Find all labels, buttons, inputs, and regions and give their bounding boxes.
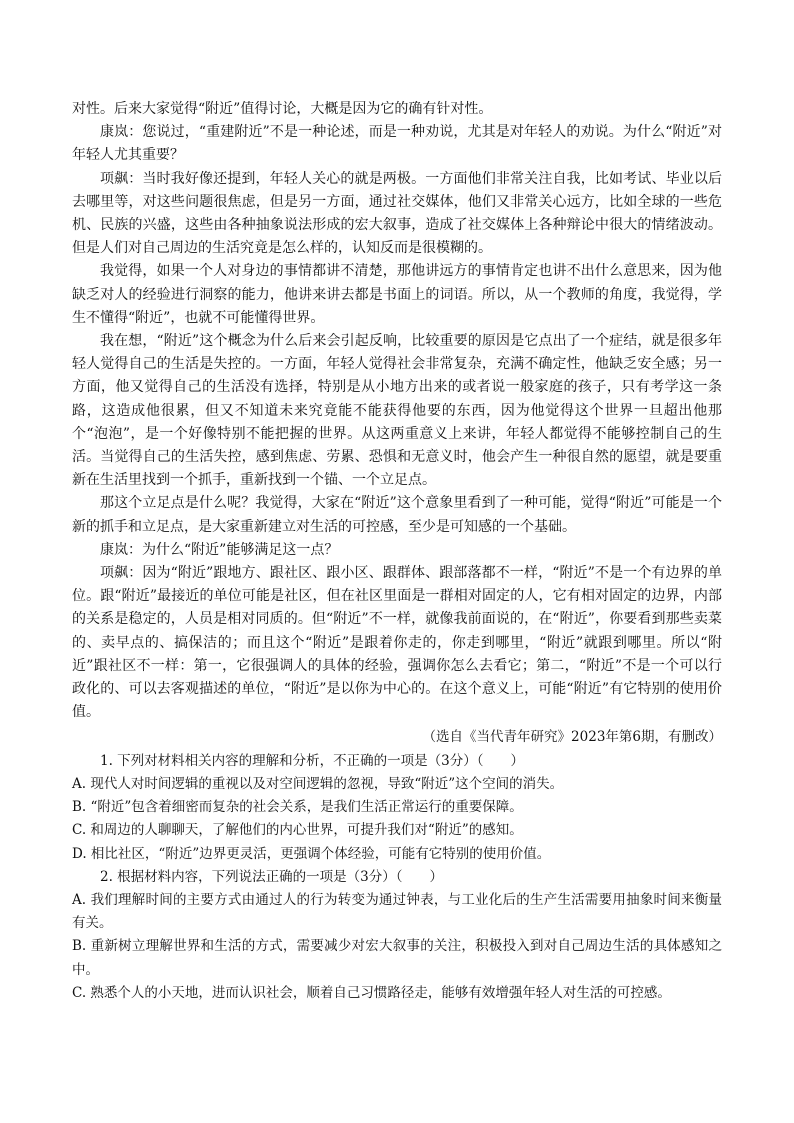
question-1 [72, 750, 722, 866]
option-a: A. 现代人对时间逻辑的重视以及对空间逻辑的忽视，导致“附近”这个空间的消失。 [72, 775, 564, 792]
option-b: B. 重新树立理解世界和生活的方式，需要减少对宏大叙事的关注，积极投入到对自己周边生活的具体感知之中。 [72, 938, 722, 978]
paragraph: 我在想，“附近”这个概念为什么后来会引起反响，比较重要的原因是它点出了一个症结，就是很多年轻人觉得自己的生活是失控的。一方面，年轻人觉得社会非常复杂，充满不确定性，他缺乏安全感；另一方面，他又觉得自己的生活没有选择，特别是从小地方出来的或者说一般家庭的孩子，只有考学这一条路，这造成他很累，但又不知道未来究竟能不能获得他要的东西，因为他觉得这个世界一旦超出他那个“泡泡”，是一个好像特别不能把握的世界。从这两重意义上来讲，年轻人都觉得不能够控制自己的生活。当觉得自己的生活失控，感到焦虑、劳累、恐惧和无意义时，他会产生一种很自然的愿望，就是要重新在生活里找到一个抓手，重新找到一个锚、一个立足点。 [72, 333, 722, 489]
question-stem: 2. 根据材料内容，下列说法正确的一项是（3分）（ ） [100, 868, 444, 885]
option-c: C. 熟悉个人的小天地，进而认识社会，顺着自己习惯路径走，能够有效增强年轻人对生活的可控感。 [72, 984, 671, 1001]
paragraph: 康岚：您说过，“重建附近”不是一种论述，而是一种劝说，尤其是对年轻人的劝说。为什么“附近”对年轻人尤其重要？ [72, 124, 722, 164]
paragraph: 对性。后来大家觉得“附近”值得讨论，大概是因为它的确有针对性。 [72, 101, 493, 117]
paragraph: 我觉得，如果一个人对身边的事情都讲不清楚，那他讲远方的事情肯定也讲不出什么意思来，因为他缺乏对人的经验进行洞察的能力，他讲来讲去都是书面上的词语。所以，从一个教师的角度，我觉得，学生不懂得“附近”，也就不可能懂得世界。 [72, 263, 722, 326]
document-page [72, 98, 722, 1005]
question-2 [72, 866, 722, 1005]
paragraph: 那这个立足点是什么呢？我觉得，大家在“附近”这个意象里看到了一种可能，觉得“附近”可能是一个新的抓手和立足点，是大家重新建立对生活的可控感，至少是可知感的一个基础。 [72, 495, 722, 535]
paragraph: 康岚：为什么“附近”能够满足这一点？ [100, 541, 339, 558]
source-citation: （选自《当代青年研究》2023年第6期，有删改） [422, 729, 722, 746]
article-body [72, 98, 722, 750]
option-a: A. 我们理解时间的主要方式由通过人的行为转变为通过钟表，与工业化后的生产生活需要用抽象时间来衡量有关。 [72, 891, 722, 932]
paragraph: 项飙：因为“附近”跟地方、跟社区、跟小区、跟群体、跟部落都不一样，“附近”不是一个有边界的单位。跟“附近”最接近的单位可能是社区，但在社区里面是一群相对固定的人，它有相对固定的边界，内部的关系是稳定的，人员是相对同质的。但“附近”不一样，就像我前面说的，在“附近”，你要看到那些卖菜的、卖早点的、搞保洁的；而且这个“附近”是跟着你走的，你走到哪里，“附近”就跟到哪里。所以“附近”跟社区不一样：第一，它很强调人的具体的经验，强调你怎么去看它；第二，“附近”不是一个可以行政化的、可以去客观描述的单位，“附近”是以你为中心的。在这个意义上，可能“附近”有它特别的使用价值。 [72, 565, 722, 721]
option-d: D. 相比社区，“附近”边界更灵活，更强调个体经验，可能有它特别的使用价值。 [72, 845, 551, 862]
option-b: B. “附近”包含着细密而复杂的社会关系，是我们生活正常运行的重要保障。 [72, 799, 523, 816]
paragraph: 项飙：当时我好像还提到，年轻人关心的就是两极。一方面他们非常关注自我，比如考试、毕业以后去哪里等，对这些问题很焦虑，但是另一方面，通过社交媒体，他们又非常关心远方，比如全球的一些危机、民族的兴盛，这些由各种抽象说法形成的宏大叙事，造成了社交媒体上各种辩论中很大的情绪波动。但是人们对自己周边的生活究竟是怎么样的，认知反而是很模糊的。 [72, 170, 722, 257]
option-c: C. 和周边的人聊聊天，了解他们的内心世界，可提升我们对“附近”的感知。 [72, 822, 523, 839]
question-stem: 1. 下列对材料相关内容的理解和分析，不正确的一项是（3分）（ ） [100, 752, 525, 769]
